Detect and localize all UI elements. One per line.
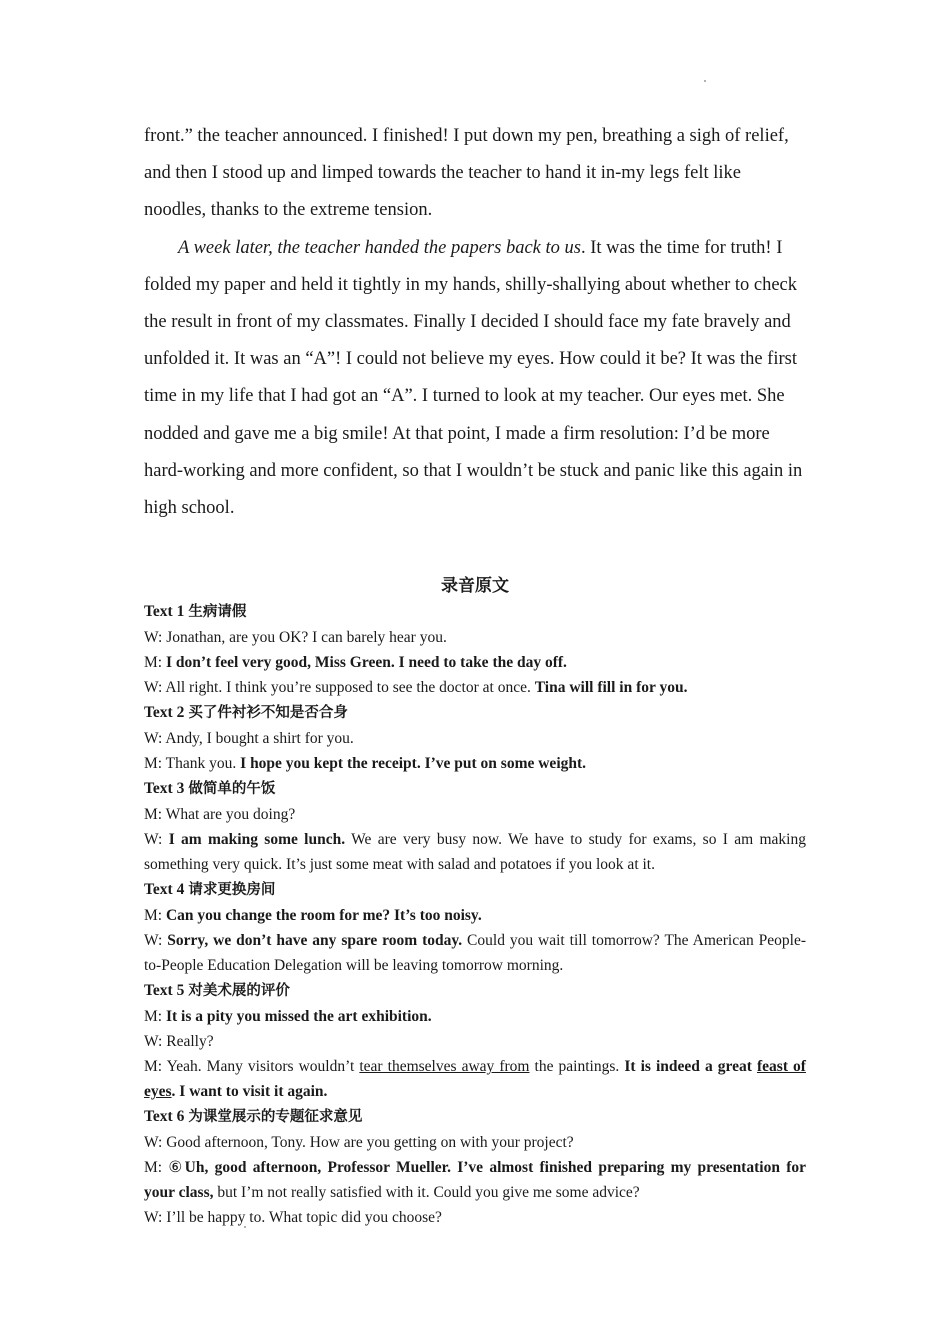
story-paragraph-2-text: . It was the time for truth! I folded my paper and held it tightly in my hands, shilly-shallying about whether to check the result in front of my classmates. Finally I decided I should face my fate bravely and unfolded it. It was an “A”! I could not believe my eyes. How could it be? It was the first time in my life that I had got an “A”. I turned to look at my teacher. Our eyes met. She nodded and gave me a big smile! At that point, I made a firm resolution: I’d be more hard-working and more confident, so that I wouldn’t be stuck and panic like this again in high school. bbox=[144, 237, 803, 519]
text-heading: Text 1 生病请假 bbox=[144, 603, 247, 621]
page-content bbox=[144, 118, 806, 1230]
dialogue-line: W: I am making some lunch. We are very busy now. We have to study for exams, so I am making something very quick. It’s just some meat with salad and potatoes if you look at it. bbox=[144, 831, 806, 874]
dialogue-line: M: I don’t feel very good, Miss Green. I need to take the day off. bbox=[144, 654, 567, 672]
dialogue-line: W: All right. I think you’re supposed to see the doctor at once. Tina will fill in for you. bbox=[144, 679, 688, 697]
dialogue-line: M: Can you change the room for me? It’s too noisy. bbox=[144, 907, 482, 925]
transcript-title: 录音原文 bbox=[441, 576, 509, 597]
text-heading: Text 3 做简单的午饭 bbox=[144, 780, 276, 798]
dialogue-line: M: What are you doing? bbox=[144, 806, 296, 824]
dialogue-line: W: Andy, I bought a shirt for you. bbox=[144, 730, 354, 748]
dialogue-line: W: Jonathan, are you OK? I can barely hear you. bbox=[144, 629, 447, 647]
text-heading: Text 2 买了件衬衫不知是否合身 bbox=[144, 704, 348, 722]
dialogue-line: M: It is a pity you missed the art exhibition. bbox=[144, 1008, 432, 1026]
story-italic-lead: A week later, the teacher handed the papers back to us bbox=[178, 237, 581, 258]
text-heading: Text 5 对美术展的评价 bbox=[144, 982, 290, 1000]
dialogue-line: W: Really? bbox=[144, 1033, 214, 1051]
story-paragraph-1: front.” the teacher announced. I finished! I put down my pen, breathing a sigh of relief, and then I stood up and limped towards the teacher to hand it in-my legs felt like noodles, thanks to the extreme tension. bbox=[144, 126, 789, 221]
dialogue-line: W: Sorry, we don’t have any spare room today. Could you wait till tomorrow? The American People-to-People Education Delegation will be leaving tomorrow morning. bbox=[144, 932, 806, 975]
story-paragraph-2 bbox=[144, 230, 806, 528]
text-heading: Text 6 为课堂展示的专题征求意见 bbox=[144, 1108, 363, 1126]
dialogue-line: M: Yeah. Many visitors wouldn’t tear themselves away from the paintings. It is indeed a great feast of eyes. I want to visit it again. bbox=[144, 1058, 806, 1101]
story-section bbox=[144, 118, 806, 527]
dialogue-line: W: I’ll be happy to. What topic did you choose? bbox=[144, 1209, 442, 1227]
text-heading: Text 4 请求更换房间 bbox=[144, 881, 276, 899]
dialogue-line: W: Good afternoon, Tony. How are you getting on with your project? bbox=[144, 1134, 574, 1152]
transcript-section bbox=[144, 599, 806, 1230]
dialogue-line: M: Thank you. I hope you kept the receipt. I’ve put on some weight. bbox=[144, 755, 587, 773]
dialogue-line: M: ⑥Uh, good afternoon, Professor Mueller. I’ve almost finished preparing my presentation for your class, but I’m not really satisfied with it. Could you give me some advice? bbox=[144, 1159, 806, 1202]
stray-mark-top bbox=[704, 80, 706, 82]
